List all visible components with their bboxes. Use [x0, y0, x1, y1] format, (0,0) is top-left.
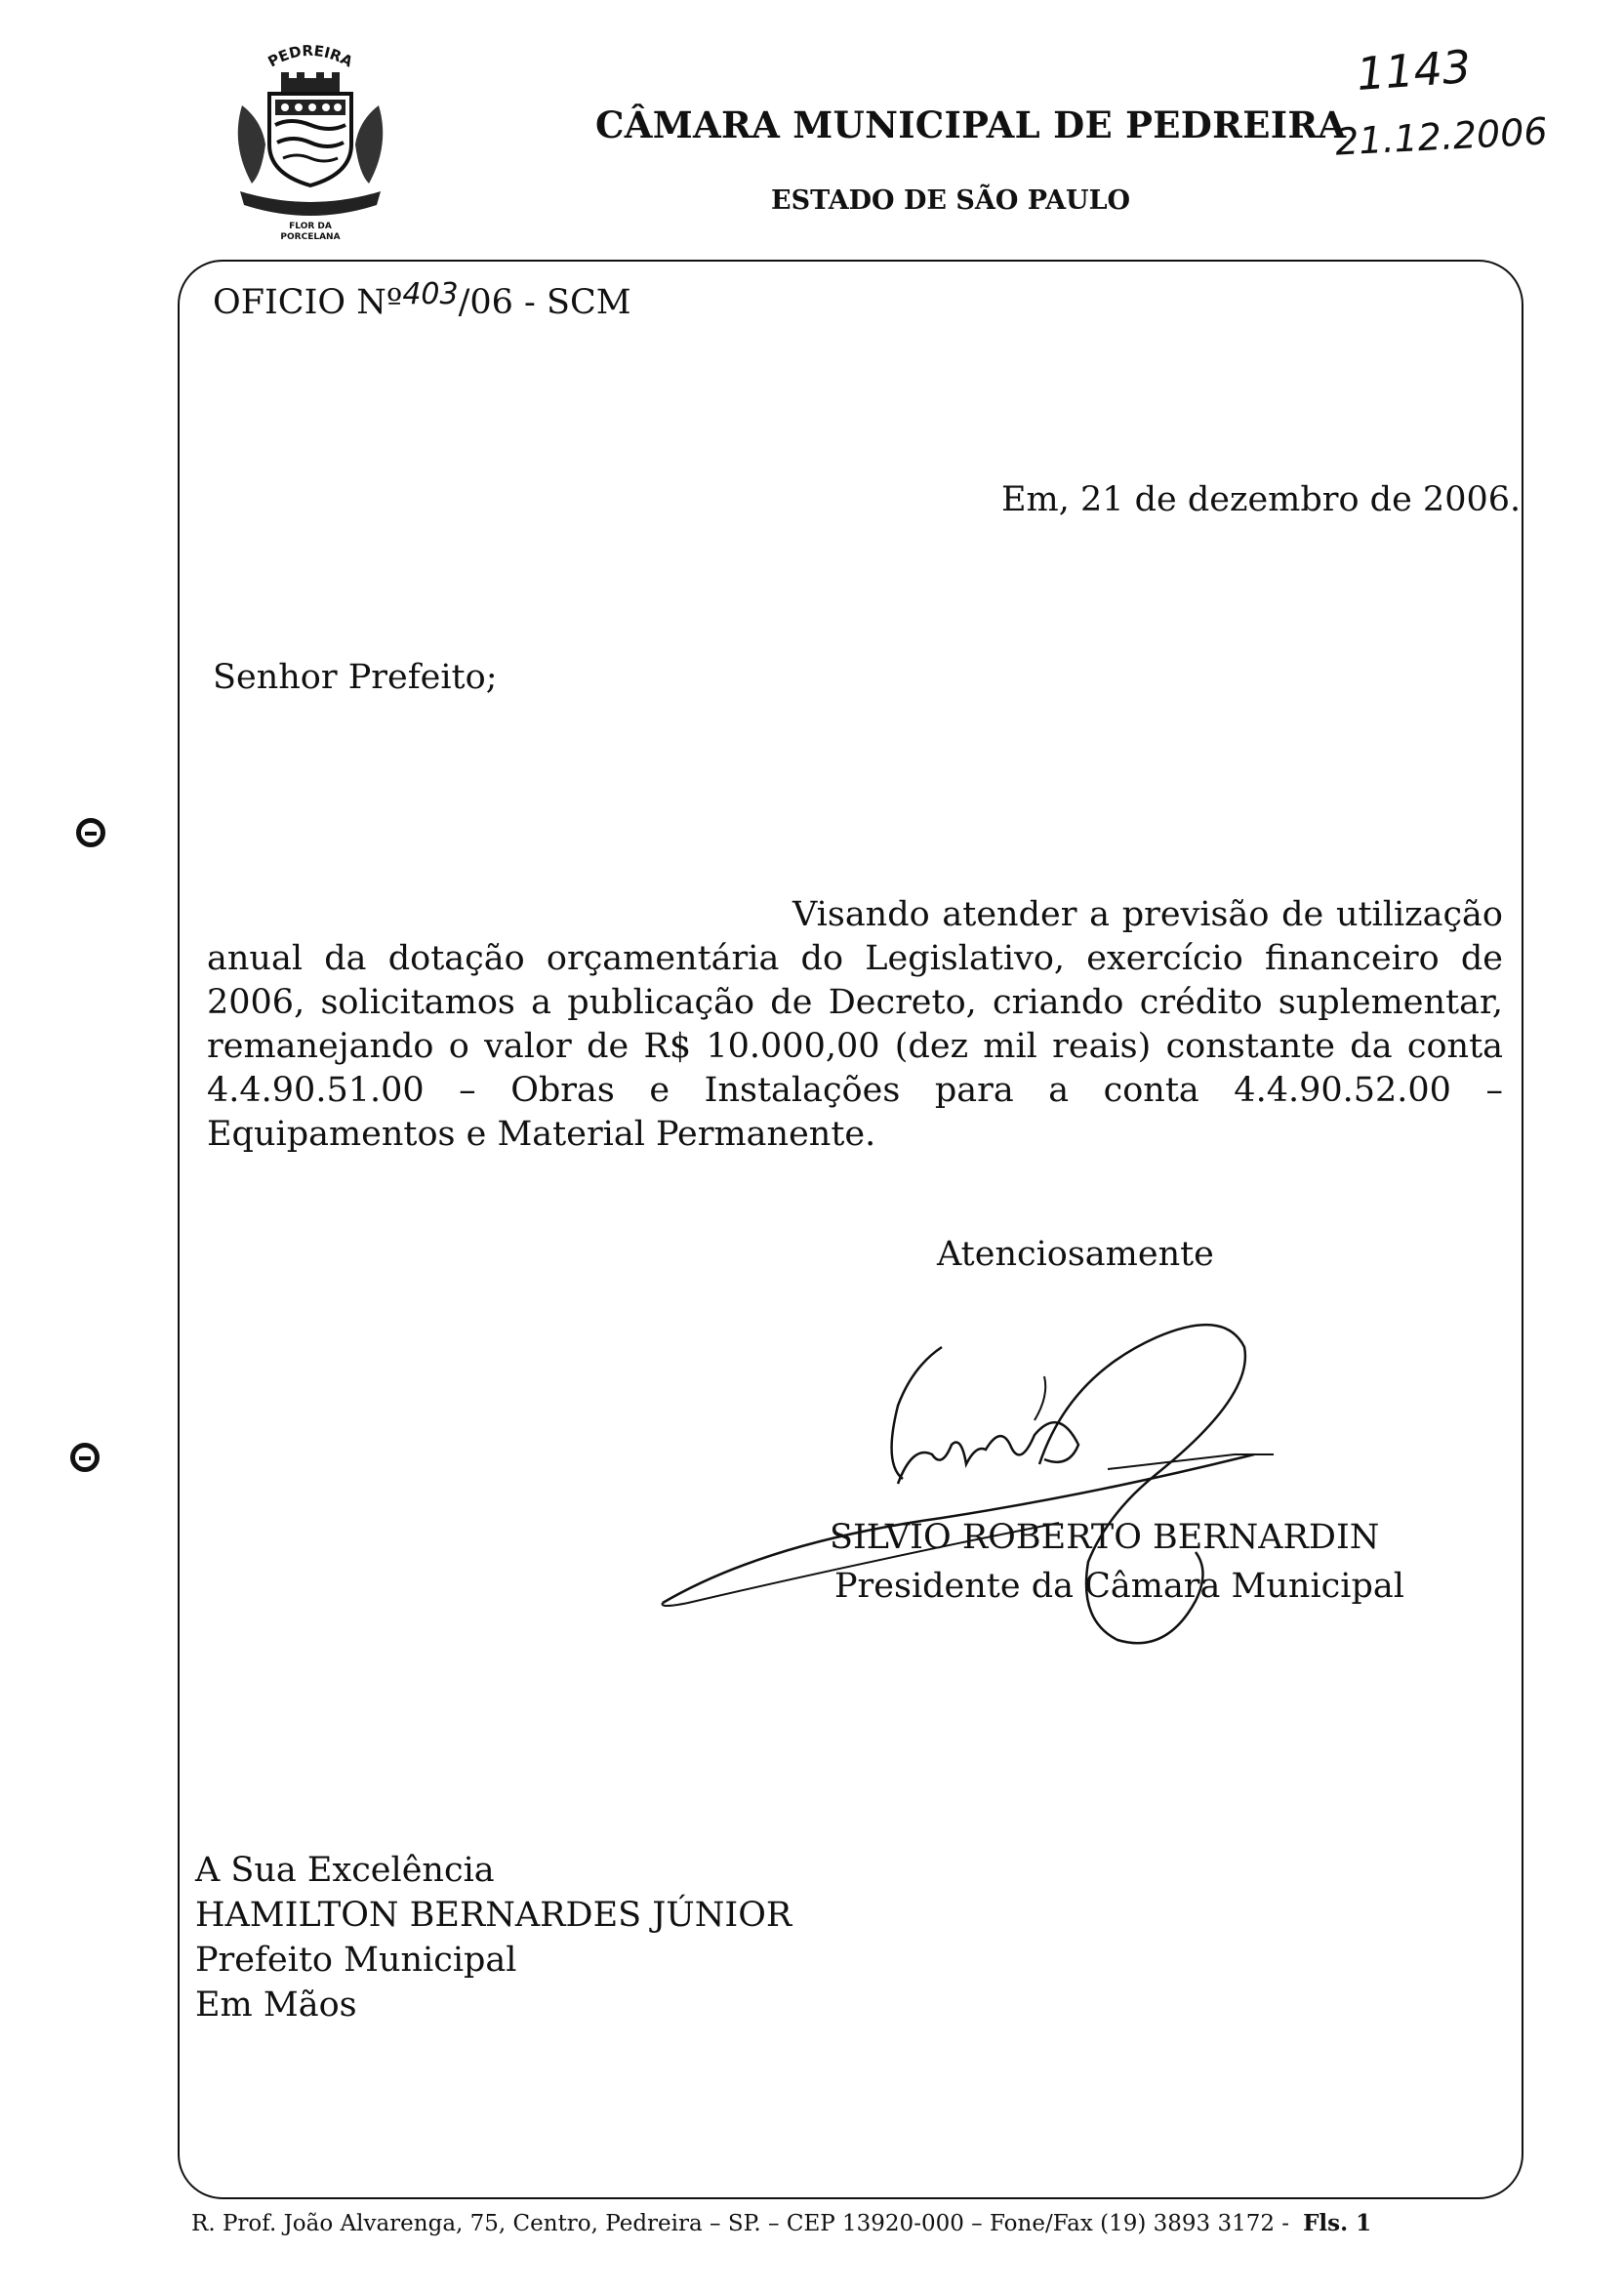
municipal-crest-logo — [223, 27, 398, 242]
svg-text:PEDREIRA — [265, 42, 356, 71]
crest-icon — [223, 27, 398, 242]
page-number: Fls. 1 — [1303, 2210, 1372, 2236]
office-number — [213, 277, 631, 326]
signature-drawing — [649, 1298, 1332, 1669]
closing: Atenciosamente — [937, 1235, 1214, 1274]
crest-bottom-text-2: PORCELANA — [280, 232, 341, 242]
chamber-title: CÂMARA MUNICIPAL DE PEDREIRA — [595, 103, 1347, 146]
office-number-handwritten: 403 — [402, 277, 459, 311]
salutation: Senhor Prefeito; — [213, 658, 498, 697]
handwritten-protocol-date: 21.12.2006 — [1333, 109, 1549, 164]
state-subtitle: ESTADO DE SÃO PAULO — [771, 185, 1131, 216]
crest-top-text: PEDREIRA — [264, 41, 356, 71]
footer-address — [191, 2210, 1371, 2236]
footer-address-text: R. Prof. João Alvarenga, 75, Centro, Pedreira – SP. – CEP 13920-000 – Fone/Fax (19) 3893 3172 - — [191, 2211, 1290, 2236]
signer-name: SILVIO ROBERTO BERNARDIN — [830, 1518, 1380, 1557]
signer-role: Presidente da Câmara Municipal — [834, 1567, 1404, 1606]
handwritten-protocol-number: 1143 — [1355, 39, 1473, 102]
office-prefix: OFICIO Nº — [213, 283, 403, 322]
recipient-line-3: Prefeito Municipal — [195, 1941, 517, 1980]
punch-hole-icon — [70, 1443, 100, 1472]
body-paragraph: Visando atender a previsão de utilização anual da dotação orçamentária do Legislativo, exercício financeiro de 2006, solicitamos a publicação de Decreto, criando crédito suplementar, remanejando o valor de R$ 10.000,00 (dez mil reais) constante da conta 4.4.90.51.00 – Obras e Instalações para a conta 4.4.90.52.00 – Equipamentos e Material Permanente. — [207, 895, 1503, 1154]
recipient-block — [195, 1848, 792, 2027]
letter-date: Em, 21 de dezembro de 2006. — [1001, 480, 1522, 519]
recipient-line-1: A Sua Excelência — [195, 1851, 495, 1890]
office-suffix: /06 - SCM — [458, 283, 631, 322]
recipient-line-2: HAMILTON BERNARDES JÚNIOR — [195, 1896, 792, 1935]
recipient-line-4: Em Mãos — [195, 1985, 357, 2025]
punch-hole-icon — [76, 818, 105, 847]
crest-bottom-text-1: FLOR DA — [289, 222, 332, 231]
